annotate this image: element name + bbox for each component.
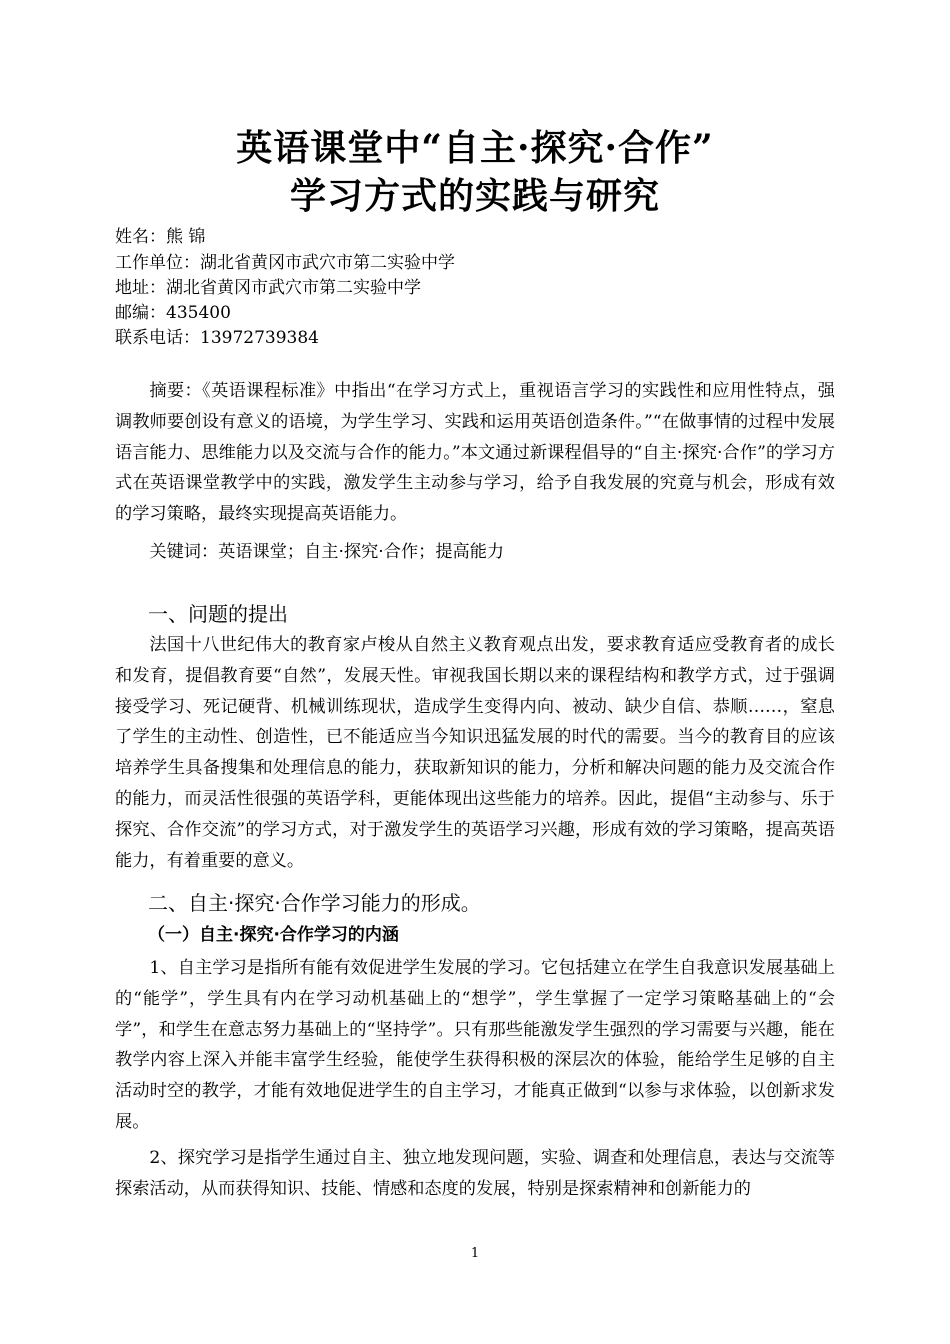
keywords-line: 关键词：英语课堂；自主·探究·合作；提高能力	[149, 542, 505, 562]
author-postcode: 邮编：435400	[115, 303, 231, 323]
title-line-1: 英语课堂中“自主·探究·合作”	[236, 127, 714, 169]
section-2-heading: 二、自主·探究·合作学习能力的形成。	[148, 891, 481, 915]
section-1-heading: 一、问题的提出	[148, 602, 288, 626]
author-address: 地址：湖北省黄冈市武穴市第二实验中学	[115, 278, 421, 298]
author-phone: 联系电话：13972739384	[115, 328, 319, 348]
abstract-paragraph: 摘要：《英语课程标准》中指出“在学习方式上，重视语言学习的实践性和应用性特点，强调教师要创设有意义的语境，为学生学习、实践和运用英语创造条件。”“在做事情的过程中发展语言能力、思维能力以及交流与合作的能力。”本文通过新课程倡导的“自主·探究·合作”的学习方式在英语课堂教学中的实践，激发学生主动参与学习，给予自我发展的究竟与机会，形成有效的学习策略，最终实现提高英语能力。	[115, 381, 835, 525]
page-number: 1	[470, 1246, 480, 1261]
section-2-paragraph-1: 1、自主学习是指所有能有效促进学生发展的学习。它包括建立在学生自我意识发展基础上的“能学”，学生具有内在学习动机基础上的“想学”，学生掌握了一定学习策略基础上的“会学”，和学生在意志努力基础上的“坚持学”。只有那些能激发学生强烈的学习需要与兴趣，能在教学内容上深入并能丰富学生经验，能使学生获得积极的深层次的体验，能给学生足够的自主活动时空的教学，才能有效地促进学生的自主学习，才能真正做到“以参与求体验，以创新求发展。	[115, 958, 835, 1132]
section-1-paragraph: 法国十八世纪伟大的教育家卢梭从自然主义教育观点出发，要求教育适应受教育者的成长和发育，提倡教育要“自然”，发展天性。审视我国长期以来的课程结构和教学方式，过于强调接受学习、死记硬背、机械训练现状，造成学生变得内向、被动、缺少自信、恭顺……，窒息了学生的主动性、创造性，已不能适应当今知识迅猛发展的时代的需要。当今的教育目的应该培养学生具备搜集和处理信息的能力，获取新知识的能力，分析和解决问题的能力及交流合作的能力，而灵活性很强的英语学科，更能体现出这些能力的培养。因此，提倡“主动参与、乐于探究、合作交流”的学习方式，对于激发学生的英语学习兴趣，形成有效的学习策略，提高英语能力，有着重要的意义。	[115, 635, 835, 871]
section-2-paragraph-2: 2、探究学习是指学生通过自主、独立地发现问题，实验、调查和处理信息，表达与交流等探索活动，从而获得知识、技能、情感和态度的发展，特别是探索精神和创新能力的	[115, 1148, 835, 1199]
section-2-subheading: （一）自主·探究·合作学习的内涵	[148, 925, 399, 945]
author-name: 姓名：熊 锦	[115, 227, 206, 247]
author-workplace: 工作单位：湖北省黄冈市武穴市第二实验中学	[115, 253, 455, 273]
title-line-2: 学习方式的实践与研究	[289, 175, 660, 217]
